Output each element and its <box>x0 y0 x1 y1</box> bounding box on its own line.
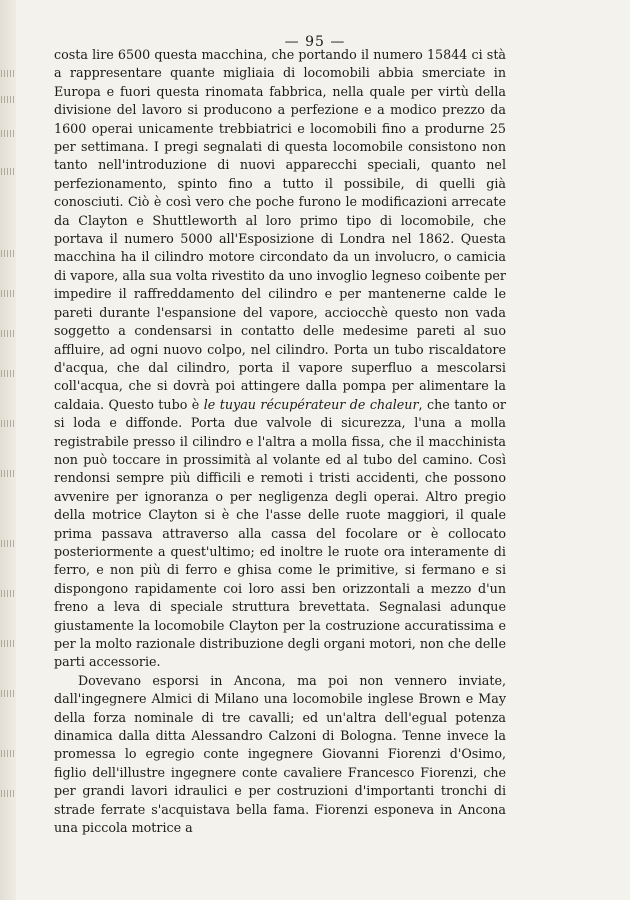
binding-gutter <box>0 0 16 900</box>
paragraph-1-text-b: , che tanto or si loda e diffonde. Porta due valvole di sicurezza, l'una a molla registrabile presso il cilindro e l'altra a molla fissa, che il macchinista non può toccare in prossimità al volante ed al tubo del camino. Così rendonsi sempre più difficili e remoti i tristi accidenti, che possono avvenire per ignoranza o per negligenza degli operai. Altro pregio della motrice Clayton si è che l'asse delle ruote maggiori, il quale prima passava attraverso alla cassa del focolare or è collocato posteriormente a quest'ultimo; ed inoltre le ruote ora interamente di ferro, e non più di ferro e ghisa come le primitive, si fermano e si dispongono rapidamente coi loro assi ben orizzontali a mezzo d'un freno a leva di speciale struttura brevettata. Segnalasi adunque giustamente la locomobile Clayton per la costruzione accuratissima e per la molto razionale distribuzione degli organi motori, non che delle parti accessorie. <box>54 396 506 670</box>
paragraph-2: Dovevano esporsi in Ancona, ma poi non vennero inviate, dall'ingegnere Almici di Milano una locomobile inglese Brown e May della forza nominale di tre cavalli; ed un'altra dell'egual potenza dinamica dalla ditta Alessandro Calzoni di Bologna. Tenne invece la promessa lo egregio conte ingegnere Giovanni Fiorenzi d'Osimo, figlio dell'illustre ingegnere conte cavaliere Francesco Fiorenzi, che per grandi lavori idraulici e per costruzioni d'importanti tronchi di strade ferrate s'acquistava bella fama. Fiorenzi esponeva in Ancona una piccola motrice a <box>54 672 506 836</box>
paragraph-1-text-a: costa lire 6500 questa macchina, che portando il numero 15844 ci stà a rappresentare quante migliaia di locomobili abbia smerciate in Europa e fuori questa rinomata fabbrica, nella quale per virtù della divisione del lavoro si producono a perfezione e a modico prezzo da 1600 operai unicamente trebbiatrici e locomobili fino a produrne 25 per settimana. I pregi segnalati di questa locomobile consistono non tanto nell'introduzione di nuovi apparecchi speciali, quanto nel perfezionamento, spinto fino a tutto il possibile, di quelli già conosciuti. Ciò è così vero che poche furono le modificazioni arrecate da Clayton e Shuttleworth al loro primo tipo di locomobile, che portava il numero 5000 all'Esposizione di Londra nel 1862. Questa macchina ha il cilindro motore circondato da un involucro, o camicia di vapore, alla sua volta rivestito da uno invoglio legneso coibente per impedire il raffreddamento del cilindro e per mantenerne calde le pareti durante l'espansione del vapore, acciocchè questo non vada soggetto a condensarsi in contatto delle medesime pareti al suo affluire, ad ogni nuovo colpo, nel cilindro. Porta un tubo riscaldatore d'acqua, che dal cilindro, porta il vapore superfluo a mescolarsi coll'acqua, che si dovrà poi attingere dalla pompa per alimentare la caldaia. Questo tubo è <box>54 47 506 412</box>
page-body <box>54 46 506 837</box>
page-number: — 95 — <box>284 34 346 50</box>
paragraph-1-italic: le tuyau récupérateur de chaleur <box>203 396 419 412</box>
paragraph-1 <box>54 46 506 672</box>
